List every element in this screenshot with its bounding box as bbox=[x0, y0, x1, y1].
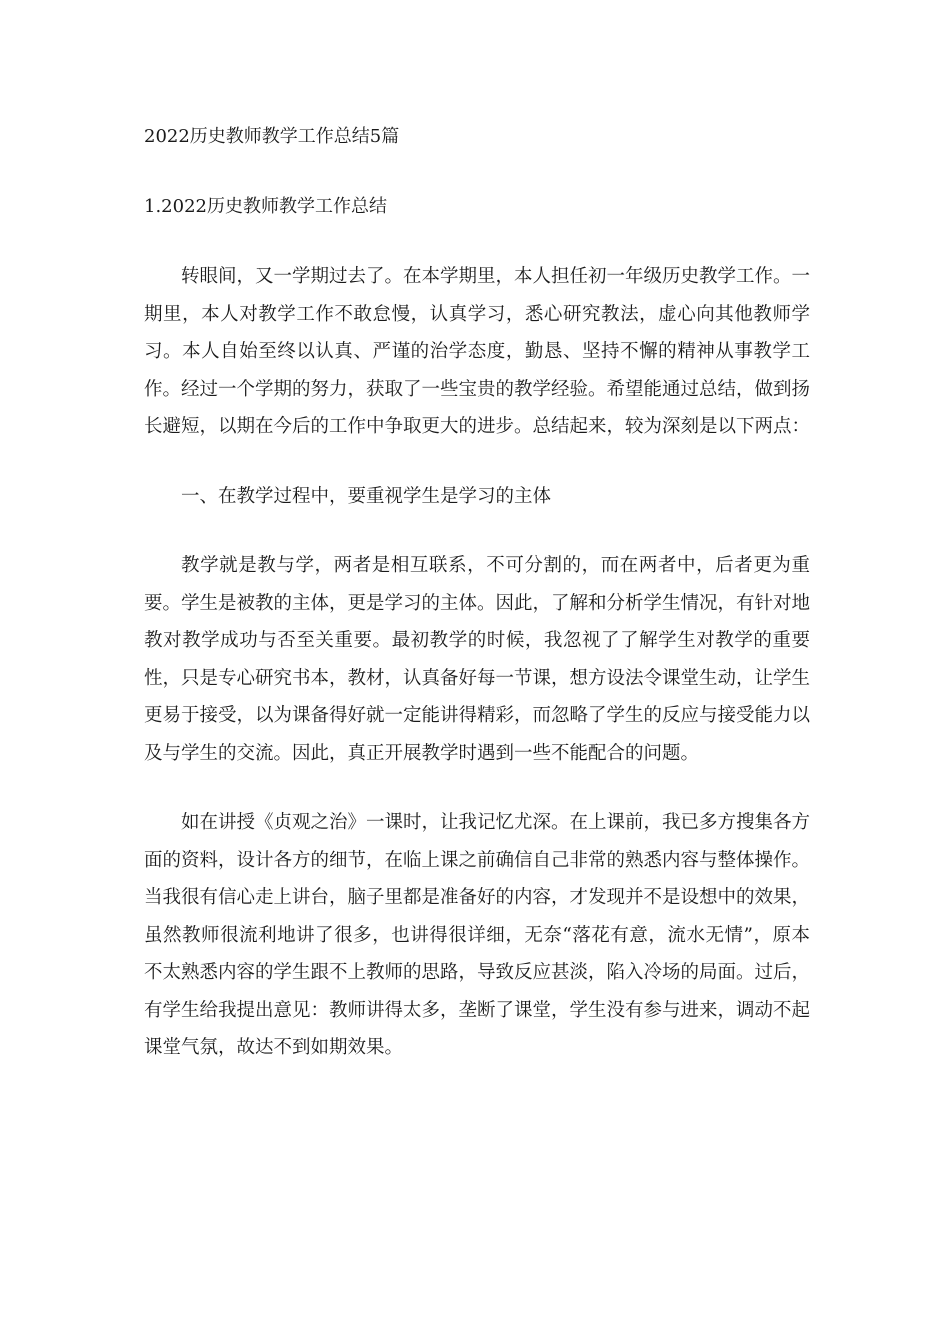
paragraph-intro: 转眼间，又一学期过去了。在本学期里，本人担任初一年级历史教学工作。一期里，本人对教学工作不敢怠慢，认真学习，悉心研究教法，虚心向其他教师学习。本人自始至终以认真、严谨的治学态度，勤恳、坚持不懈的精神从事教学工作。经过一个学期的努力，获取了一些宝贵的教学经验。希望能通过总结，做到扬长避短，以期在今后的工作中争取更大的进步。总结起来，较为深刻是以下两点： bbox=[144, 266, 811, 437]
subheading-student-subject: 一、在教学过程中，要重视学生是学习的主体 bbox=[181, 485, 552, 507]
paragraph-teaching-learning: 教学就是教与学，两者是相互联系，不可分割的，而在两者中，后者更为重要。学生是被教的主体，更是学习的主体。因此，了解和分析学生情况，有针对地教对教学成功与否至关重要。最初教学的时候，我忽视了了解学生对教学的重要性，只是专心研究书本，教材，认真备好每一节课，想方设法令课堂生动，让学生更易于接受，以为课备得好就一定能讲得精彩，而忽略了学生的反应与接受能力以及与学生的交流。因此，真正开展教学时遇到一些不能配合的问题。 bbox=[144, 555, 811, 764]
document-title: 2022历史教师教学工作总结5篇 bbox=[144, 126, 400, 147]
section-title: 1.2022历史教师教学工作总结 bbox=[144, 196, 387, 217]
paragraph-zhenguan-example: 如在讲授《贞观之治》一课时，让我记忆尤深。在上课前，我已多方搜集各方面的资料，设计各方的细节，在临上课之前确信自己非常的熟悉内容与整体操作。当我很有信心走上讲台，脑子里都是准备好的内容，才发现并不是设想中的效果，虽然教师很流利地讲了很多，也讲得很详细，无奈“落花有意，流水无情”，原本不太熟悉内容的学生跟不上教师的思路，导致反应甚淡，陷入冷场的局面。过后，有学生给我提出意见：教师讲得太多，垄断了课堂，学生没有参与进来，调动不起课堂气氛，故达不到如期效果。 bbox=[144, 812, 811, 1058]
document-body bbox=[144, 118, 810, 1067]
